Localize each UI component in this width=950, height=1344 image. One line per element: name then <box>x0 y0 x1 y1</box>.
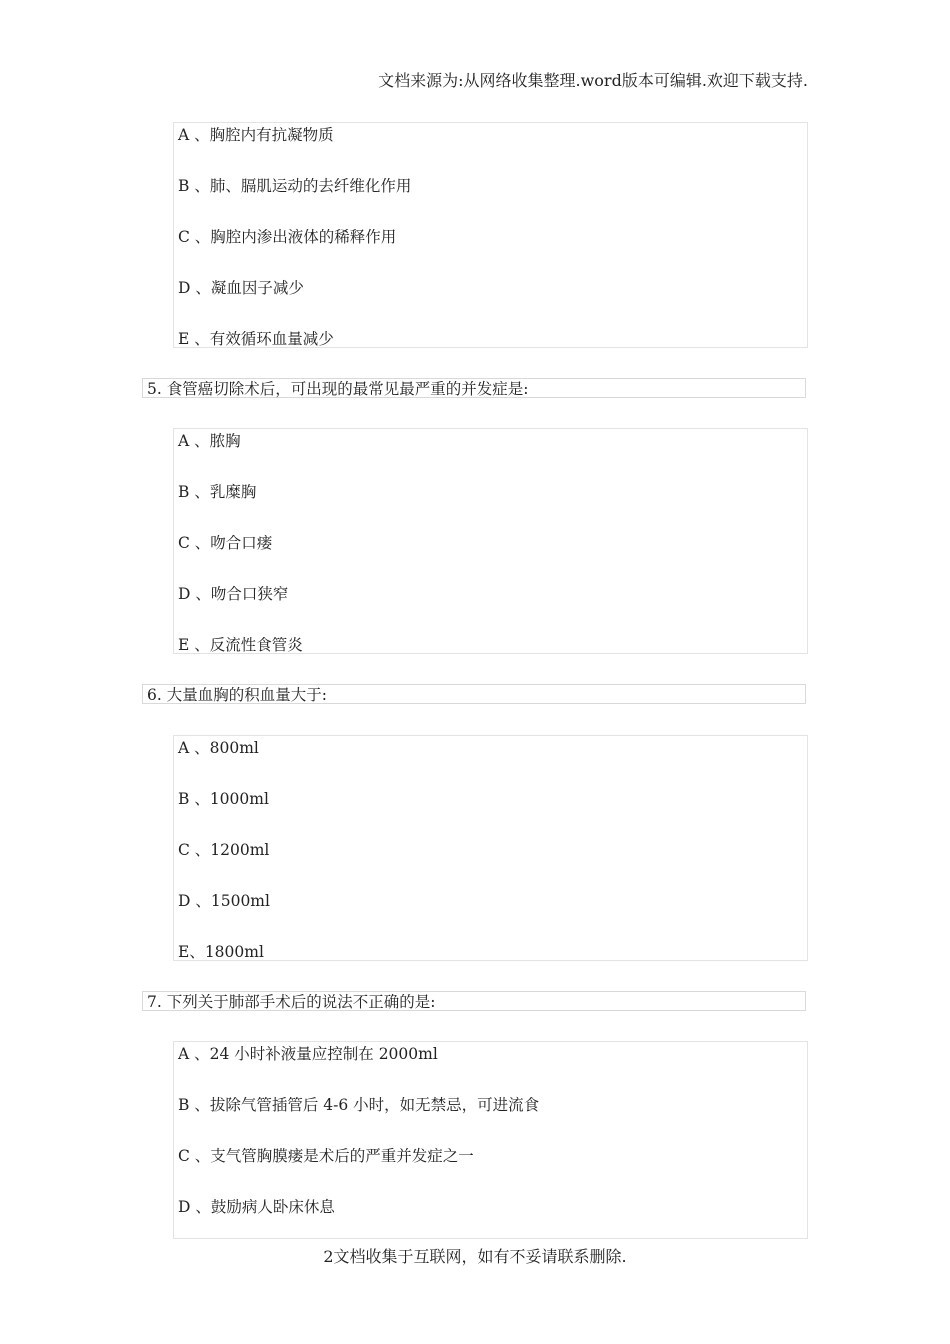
q5-question: 5. 食管癌切除术后，可出现的最常见最严重的并发症是: <box>142 378 806 398</box>
q4-options <box>173 122 808 348</box>
q7-option-d: D 、鼓励病人卧床休息 <box>178 1198 335 1216</box>
q6-option-d: D 、1500ml <box>178 892 270 910</box>
q5-option-a: A 、脓胸 <box>178 432 241 450</box>
q6-option-a: A 、800ml <box>178 739 259 757</box>
q6-option-c: C 、1200ml <box>178 841 270 859</box>
q7-option-a: A 、24 小时补液量应控制在 2000ml <box>178 1045 438 1063</box>
q7-question: 7. 下列关于肺部手术后的说法不正确的是: <box>142 991 806 1011</box>
q6-option-b: B 、1000ml <box>178 790 269 808</box>
q6-question: 6. 大量血胸的积血量大于: <box>142 684 806 704</box>
page-header: 文档来源为:从网络收集整理.word版本可编辑.欢迎下载支持. <box>378 71 808 90</box>
q7-option-b: B 、拔除气管插管后 4-6 小时，如无禁忌，可进流食 <box>178 1096 540 1114</box>
q4-option-b: B 、肺、膈肌运动的去纤维化作用 <box>178 177 412 195</box>
q7-options <box>173 1041 808 1239</box>
q6-options <box>173 735 808 961</box>
q4-option-d: D 、凝血因子减少 <box>178 279 304 297</box>
q4-option-a: A 、胸腔内有抗凝物质 <box>178 126 334 144</box>
q4-option-c: C 、胸腔内渗出液体的稀释作用 <box>178 228 397 246</box>
q5-options <box>173 428 808 654</box>
q6-option-e: E、1800ml <box>178 943 264 961</box>
q4-option-e: E 、有效循环血量减少 <box>178 330 334 348</box>
q5-option-b: B 、乳糜胸 <box>178 483 257 501</box>
q5-option-c: C 、吻合口瘘 <box>178 534 273 552</box>
q5-option-e: E 、反流性食管炎 <box>178 636 303 654</box>
page-footer: 2文档收集于互联网，如有不妥请联系删除. <box>323 1247 627 1266</box>
q5-option-d: D 、吻合口狭窄 <box>178 585 289 603</box>
q7-option-c: C 、支气管胸膜瘘是术后的严重并发症之一 <box>178 1147 474 1165</box>
